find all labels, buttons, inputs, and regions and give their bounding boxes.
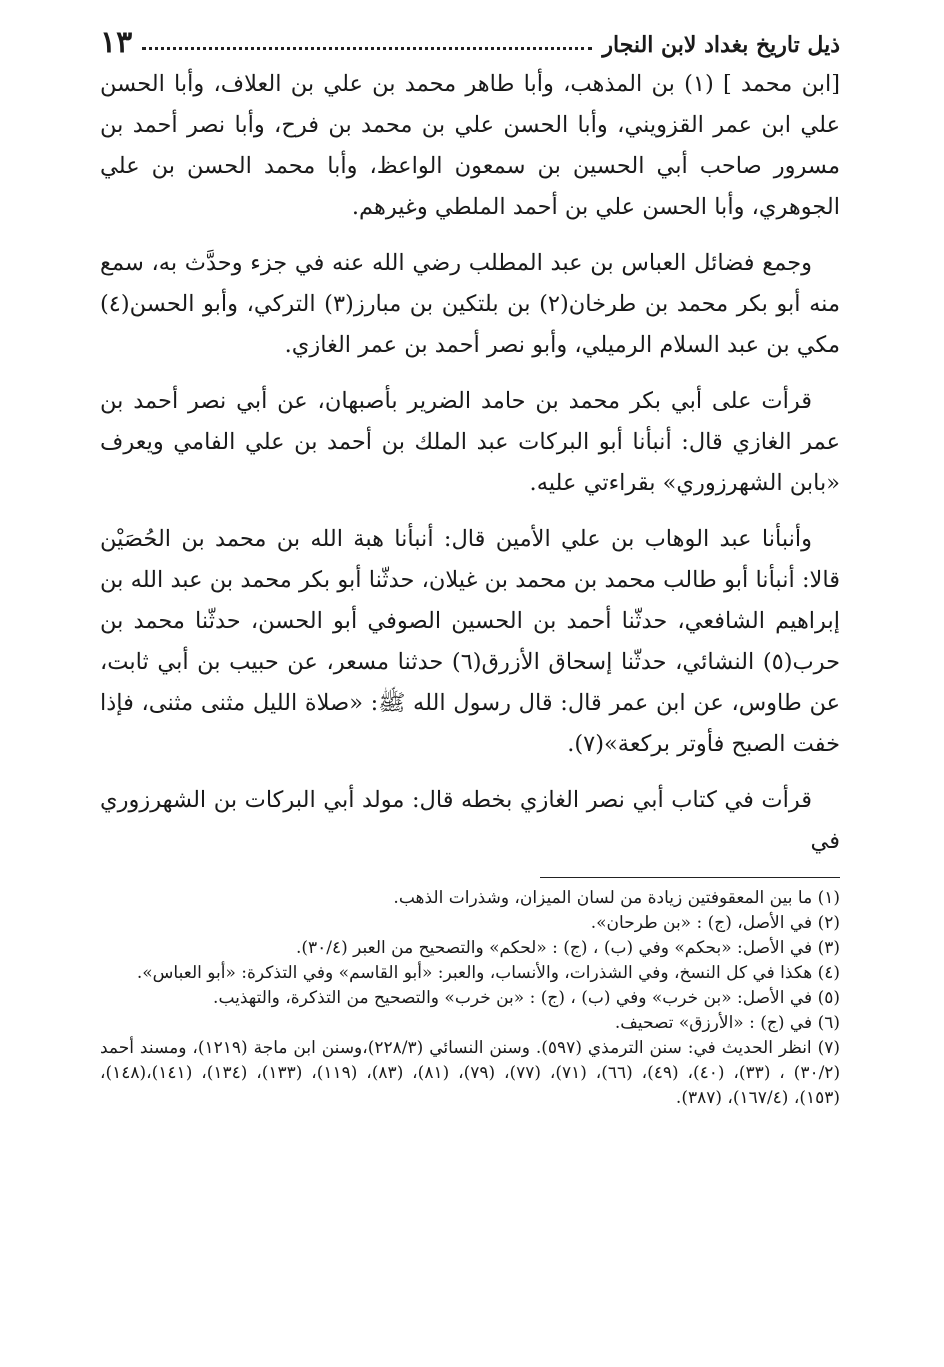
footnote: (١) ما بين المعقوفتين زيادة من لسان الميزان، وشذرات الذهب. — [393, 888, 840, 908]
paragraph: [ابن محمد ] (١) بن المذهب، وأبا طاهر محمد بن علي بن العلاف، وأبا الحسن علي ابن عمر القزويني، وأبا الحسن علي بن محمد بن فرح، وأبا نصر أحمد بن مسرور صاحب أبي الحسين بن سمعون الواعظ، وأبا محمد الحسن بن علي الجوهري، وأبا الحسن علي بن أحمد الملطي وغيرهم. — [100, 71, 841, 220]
footnote: (٢) في الأصل، (ج) : «بن طرحان». — [590, 913, 840, 933]
page-number: ١٣ — [100, 25, 133, 60]
paragraph: قرأت في كتاب أبي نصر الغازي بخطه قال: مولد أبي البركات بن الشهرزوري في — [100, 787, 840, 854]
paragraph: قرأت على أبي بكر محمد بن حامد الضرير بأصبهان، عن أبي نصر أحمد بن عمر الغازي قال: أنبأنا أبو البركات عبد الملك بن أحمد بن علي الفامي ويعرف «بابن الشهرزوري» بقراءتي عليه. — [100, 388, 840, 496]
running-title: ذيل تاريخ بغداد لابن النجار — [602, 32, 840, 58]
footnote: (٧) انظر الحديث في: سنن الترمذي (٥٩٧). وسنن النسائي (٢٢٨/٣)،وسنن ابن ماجة (١٢١٩)، ومسند أحمد (٣٠/٢) ، (٣٣)، (٤٠)، (٤٩)، (٦٦)، (٧١)، (٧٧)، (٧٩)، (٨١)، (٨٣)، (١١٩)، (١٣٣)، (١٣٤)، (١٤١)،(١٤٨)، (١٥٣)، (١٦٧/٤)، (٣٨٧). — [100, 1038, 841, 1108]
footnote-separator — [540, 877, 840, 878]
paragraph: وأنبأنا عبد الوهاب بن علي الأمين قال: أنبأنا هبة الله بن محمد بن الحُصَيْن قالا: أنبأنا أبو طالب محمد بن محمد بن غيلان، حدثّنا أبو بكر محمد بن عبد الله بن إبراهيم الشافعي، حدثّنا أحمد بن الحسين الصوفي أبو الحسن، حدثّنا محمد بن حرب(٥) النشائي، حدثّنا إسحاق الأزرق(٦) حدثنا مسعر، عن حبيب بن أبي ثابت، عن طاوس، عن ابن عمر قال: قال رسول الله ﷺ: «صلاة الليل مثنى مثنى، فإذا خفت الصبح فأوتر بركعة»(٧). — [100, 526, 841, 757]
header-dot-leader — [142, 46, 592, 50]
footnote: (٤) هكذا في كل النسخ، وفي الشذرات، والأنساب، والعبر: «أبو القاسم» وفي التذكرة: «أبو العباس». — [136, 963, 840, 983]
footnotes — [100, 886, 840, 1111]
footnote: (٥) في الأصل: «بن خرب» وفي (ب) ، (ج) : «بن خرب» والتصحيح من التذكرة، والتهذيب. — [213, 988, 840, 1008]
paragraph: وجمع فضائل العباس بن عبد المطلب رضي الله عنه في جزء وحدَّث به، سمع منه أبو بكر محمد بن طرخان(٢) بن بلتكين بن مبارز(٣) التركي، وأبو الحسن(٤) مكي بن عبد السلام الرميلي، وأبو نصر أحمد بن عمر الغازي. — [100, 250, 841, 358]
footnote: (٣) في الأصل: «بحكم» وفي (ب) ، (ج) : «لحكم» والتصحيح من العبر (٣٠/٤). — [295, 938, 840, 958]
footnote: (٦) في (ج) : «الأرزق» تصحيف. — [614, 1013, 840, 1033]
book-page — [100, 18, 840, 1111]
running-header — [100, 18, 840, 58]
main-text — [100, 64, 840, 862]
